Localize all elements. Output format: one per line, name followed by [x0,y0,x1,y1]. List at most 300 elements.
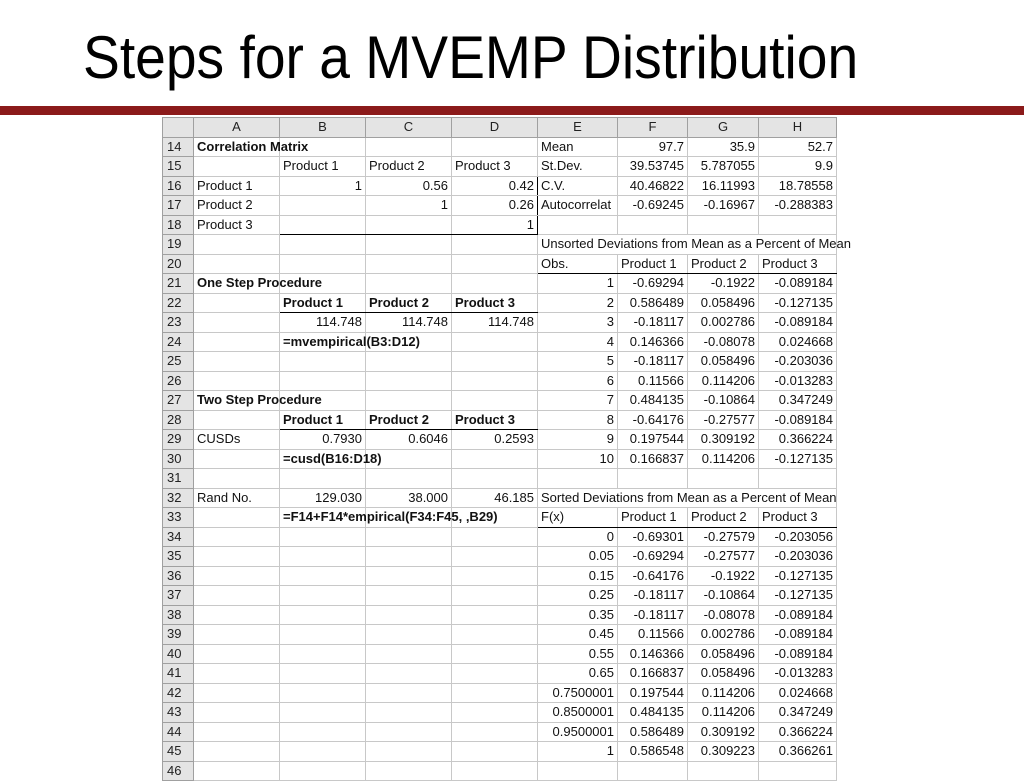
row-header[interactable]: 37 [163,586,194,606]
row-header[interactable]: 42 [163,683,194,703]
sheet-cell[interactable] [194,410,280,430]
sheet-cell[interactable]: -0.013283 [759,664,837,684]
sheet-cell[interactable]: Product 2 [366,293,452,313]
sheet-cell[interactable]: 0.114206 [688,683,759,703]
row-header[interactable]: 36 [163,566,194,586]
sheet-cell[interactable] [452,254,538,274]
sheet-cell[interactable]: =F14+F14*empirical(F34:F45, ,B29) [280,508,366,528]
sheet-cell[interactable]: Product 3 [759,508,837,528]
sheet-cell[interactable] [280,586,366,606]
sheet-cell[interactable] [366,391,452,411]
sheet-cell[interactable] [280,644,366,664]
row-header[interactable]: 18 [163,215,194,235]
sheet-cell[interactable] [280,235,366,255]
sheet-cell[interactable]: 9.9 [759,157,837,177]
sheet-cell[interactable] [280,254,366,274]
row-header[interactable]: 44 [163,722,194,742]
sheet-cell[interactable]: 1 [452,215,538,235]
sheet-cell[interactable]: 114.748 [280,313,366,333]
sheet-cell[interactable]: 2 [538,293,618,313]
row-header[interactable]: 45 [163,742,194,762]
sheet-cell[interactable]: -0.1922 [688,566,759,586]
sheet-cell[interactable]: -0.089184 [759,605,837,625]
sheet-cell[interactable]: Rand No. [194,488,280,508]
row-header[interactable]: 23 [163,313,194,333]
sheet-cell[interactable] [452,547,538,567]
sheet-cell[interactable] [280,722,366,742]
sheet-cell[interactable] [280,761,366,781]
sheet-cell[interactable]: -0.089184 [759,625,837,645]
sheet-cell[interactable] [538,469,618,489]
row-header[interactable]: 16 [163,176,194,196]
row-header[interactable]: 26 [163,371,194,391]
sheet-cell[interactable]: St.Dev. [538,157,618,177]
sheet-cell[interactable] [280,742,366,762]
row-header[interactable]: 17 [163,196,194,216]
sheet-cell[interactable]: -0.089184 [759,313,837,333]
sheet-cell[interactable] [452,274,538,294]
sheet-cell[interactable]: 0.002786 [688,313,759,333]
sheet-cell[interactable] [366,605,452,625]
sheet-cell[interactable]: 46.185 [452,488,538,508]
sheet-cell[interactable]: 16.11993 [688,176,759,196]
sheet-cell[interactable]: 0.197544 [618,683,688,703]
sheet-cell[interactable] [366,469,452,489]
sheet-cell[interactable]: 0.347249 [759,703,837,723]
sheet-cell[interactable]: Two Step Procedure [194,391,280,411]
sheet-cell[interactable] [366,683,452,703]
sheet-cell[interactable] [194,644,280,664]
sheet-cell[interactable]: Correlation Matrix [194,137,280,157]
sheet-cell[interactable] [366,274,452,294]
row-header[interactable]: 41 [163,664,194,684]
sheet-cell[interactable]: 0.058496 [688,644,759,664]
sheet-cell[interactable]: -0.089184 [759,410,837,430]
sheet-cell[interactable] [194,352,280,372]
sheet-cell[interactable] [366,527,452,547]
sheet-cell[interactable] [194,371,280,391]
sheet-cell[interactable]: 0.146366 [618,644,688,664]
sheet-cell[interactable] [366,352,452,372]
sheet-cell[interactable] [194,722,280,742]
row-header[interactable]: 24 [163,332,194,352]
sheet-cell[interactable]: 0.15 [538,566,618,586]
sheet-cell[interactable]: 114.748 [452,313,538,333]
sheet-cell[interactable]: Product 3 [452,293,538,313]
sheet-cell[interactable] [194,527,280,547]
sheet-cell[interactable] [280,527,366,547]
column-header[interactable]: A [194,118,280,138]
sheet-cell[interactable] [194,313,280,333]
row-header[interactable]: 32 [163,488,194,508]
sheet-cell[interactable]: -0.64176 [618,566,688,586]
sheet-cell[interactable]: 0.26 [452,196,538,216]
sheet-cell[interactable]: 0.2593 [452,430,538,450]
sheet-cell[interactable] [194,449,280,469]
sheet-cell[interactable] [452,391,538,411]
sheet-cell[interactable] [366,235,452,255]
sheet-cell[interactable] [194,703,280,723]
sheet-cell[interactable] [452,683,538,703]
row-header[interactable]: 27 [163,391,194,411]
sheet-cell[interactable] [452,137,538,157]
sheet-cell[interactable] [538,215,618,235]
row-header[interactable]: 35 [163,547,194,567]
row-header[interactable]: 30 [163,449,194,469]
sheet-cell[interactable] [452,625,538,645]
sheet-cell[interactable] [280,469,366,489]
row-header[interactable]: 20 [163,254,194,274]
sheet-cell[interactable]: Product 1 [618,254,688,274]
sheet-cell[interactable] [280,683,366,703]
sheet-cell[interactable] [688,469,759,489]
sheet-cell[interactable]: -0.27579 [688,527,759,547]
column-header[interactable]: G [688,118,759,138]
sheet-cell[interactable] [366,761,452,781]
sheet-cell[interactable]: C.V. [538,176,618,196]
sheet-cell[interactable]: 0.25 [538,586,618,606]
sheet-cell[interactable] [194,625,280,645]
sheet-cell[interactable]: 6 [538,371,618,391]
sheet-cell[interactable]: -0.69301 [618,527,688,547]
sheet-cell[interactable]: -0.18117 [618,586,688,606]
sheet-cell[interactable]: Product 3 [452,410,538,430]
sheet-cell[interactable]: 0.347249 [759,391,837,411]
sheet-row [163,196,837,216]
column-header[interactable]: F [618,118,688,138]
sheet-cell[interactable] [194,508,280,528]
sheet-cell[interactable] [618,469,688,489]
sheet-cell[interactable]: 97.7 [618,137,688,157]
sheet-cell[interactable]: 0.35 [538,605,618,625]
sheet-cell[interactable]: One Step Procedure [194,274,280,294]
sheet-cell[interactable] [452,371,538,391]
sheet-cell[interactable]: 1 [366,196,452,216]
sheet-cell[interactable]: -0.27577 [688,410,759,430]
sheet-cell[interactable] [194,761,280,781]
sheet-cell[interactable]: Product 2 [194,196,280,216]
sheet-cell[interactable] [366,254,452,274]
sheet-cell[interactable] [280,215,366,235]
sheet-cell[interactable]: 114.748 [366,313,452,333]
sheet-cell[interactable] [452,449,538,469]
sheet-cell[interactable]: 0.197544 [618,430,688,450]
sheet-cell[interactable]: Product 1 [280,157,366,177]
sheet-cell[interactable] [280,566,366,586]
row-header[interactable]: 28 [163,410,194,430]
sheet-cell[interactable]: 0.309192 [688,430,759,450]
sheet-cell[interactable]: -0.127135 [759,293,837,313]
sheet-cell[interactable]: 0.366224 [759,430,837,450]
sheet-cell[interactable]: 0.024668 [759,332,837,352]
sheet-cell[interactable] [194,683,280,703]
sheet-cell[interactable] [194,664,280,684]
sheet-cell[interactable]: 0.366261 [759,742,837,762]
sheet-cell[interactable]: Product 1 [280,410,366,430]
sheet-cell[interactable]: 9 [538,430,618,450]
sheet-cell[interactable]: 0.309223 [688,742,759,762]
column-header[interactable]: D [452,118,538,138]
column-header[interactable]: C [366,118,452,138]
sheet-cell[interactable] [194,157,280,177]
sheet-cell[interactable] [452,722,538,742]
row-header[interactable]: 14 [163,137,194,157]
sheet-cell[interactable]: 0.55 [538,644,618,664]
sheet-cell[interactable] [452,605,538,625]
sheet-cell[interactable]: -0.08078 [688,332,759,352]
sheet-cell[interactable]: 18.78558 [759,176,837,196]
sheet-cell[interactable]: 0.05 [538,547,618,567]
sheet-cell[interactable] [452,761,538,781]
sheet-cell[interactable] [194,235,280,255]
sheet-cell[interactable] [618,215,688,235]
sheet-cell[interactable]: Product 3 [452,157,538,177]
sheet-cell[interactable]: 0.9500001 [538,722,618,742]
sheet-cell[interactable] [366,547,452,567]
sheet-cell[interactable]: 0.366224 [759,722,837,742]
title-divider [0,106,1024,115]
sheet-cell[interactable] [280,664,366,684]
sheet-cell[interactable]: -0.16967 [688,196,759,216]
sheet-cell[interactable]: F(x) [538,508,618,528]
sheet-cell[interactable]: 1 [538,742,618,762]
sheet-cell[interactable] [452,566,538,586]
sheet-cell[interactable]: Product 3 [759,254,837,274]
column-header[interactable]: H [759,118,837,138]
sheet-cell[interactable]: Mean [538,137,618,157]
sheet-cell[interactable] [688,215,759,235]
sheet-cell[interactable] [194,254,280,274]
row-header[interactable]: 19 [163,235,194,255]
sheet-cell[interactable] [280,547,366,567]
sheet-cell[interactable] [538,761,618,781]
row-header[interactable]: 39 [163,625,194,645]
sheet-cell[interactable]: Product 3 [194,215,280,235]
sheet-cell[interactable] [366,586,452,606]
row-header[interactable]: 40 [163,644,194,664]
sheet-row [163,391,837,411]
row-header[interactable]: 31 [163,469,194,489]
row-header[interactable]: 22 [163,293,194,313]
sheet-cell[interactable]: -0.64176 [618,410,688,430]
sheet-cell[interactable] [366,703,452,723]
sheet-cell[interactable] [280,371,366,391]
sheet-cell[interactable]: 0.56 [366,176,452,196]
sheet-cell[interactable]: -0.69294 [618,547,688,567]
column-header-row [163,118,837,138]
sheet-cell[interactable]: 35.9 [688,137,759,157]
sheet-cell[interactable]: 0.146366 [618,332,688,352]
sheet-cell[interactable]: 0.484135 [618,703,688,723]
sheet-cell[interactable]: 0.7500001 [538,683,618,703]
select-all-corner[interactable] [163,118,194,138]
sheet-cell[interactable]: 0.8500001 [538,703,618,723]
sheet-cell[interactable]: Obs. [538,254,618,274]
sheet-cell[interactable]: 5 [538,352,618,372]
sheet-cell[interactable]: -0.089184 [759,644,837,664]
sheet-cell[interactable] [366,625,452,645]
sheet-cell[interactable]: 0.166837 [618,449,688,469]
sheet-cell[interactable]: 39.53745 [618,157,688,177]
sheet-cell[interactable]: 0.024668 [759,683,837,703]
row-header[interactable]: 25 [163,352,194,372]
sheet-cell[interactable] [194,293,280,313]
sheet-cell[interactable]: 0.058496 [688,293,759,313]
sheet-cell[interactable] [452,332,538,352]
sheet-cell[interactable] [452,527,538,547]
sheet-cell[interactable]: -0.013283 [759,371,837,391]
row-header[interactable]: 15 [163,157,194,177]
sheet-cell[interactable] [366,371,452,391]
sheet-cell[interactable]: 0.114206 [688,449,759,469]
sheet-cell[interactable]: Product 1 [280,293,366,313]
sheet-row [163,176,837,196]
sheet-cell[interactable] [452,469,538,489]
row-header[interactable]: 46 [163,761,194,781]
sheet-cell[interactable] [194,332,280,352]
sheet-cell[interactable]: -0.08078 [688,605,759,625]
sheet-cell[interactable]: 0.6046 [366,430,452,450]
sheet-cell[interactable]: CUSDs [194,430,280,450]
sheet-cell[interactable]: -0.18117 [618,605,688,625]
sheet-cell[interactable]: -0.10864 [688,391,759,411]
sheet-cell[interactable] [280,625,366,645]
sheet-cell[interactable]: 129.030 [280,488,366,508]
row-header[interactable]: 21 [163,274,194,294]
sheet-cell[interactable]: -0.18117 [618,313,688,333]
sheet-cell[interactable]: 0.586489 [618,293,688,313]
sheet-cell[interactable]: Product 2 [366,410,452,430]
sheet-cell[interactable] [194,586,280,606]
sheet-cell[interactable] [452,664,538,684]
sheet-cell[interactable]: -0.10864 [688,586,759,606]
sheet-cell[interactable]: -0.203056 [759,527,837,547]
sheet-cell[interactable]: 4 [538,332,618,352]
sheet-cell[interactable]: 1 [538,274,618,294]
sheet-cell[interactable]: -0.69245 [618,196,688,216]
sheet-cell[interactable]: 0.058496 [688,352,759,372]
sheet-cell[interactable]: -0.127135 [759,449,837,469]
sheet-cell[interactable] [194,469,280,489]
sheet-cell[interactable]: =mvempirical(B3:D12) [280,332,366,352]
sheet-cell[interactable] [280,196,366,216]
sheet-cell[interactable]: 52.7 [759,137,837,157]
sheet-cell[interactable]: Product 2 [366,157,452,177]
sheet-cell[interactable] [366,137,452,157]
sheet-cell[interactable] [366,722,452,742]
sheet-cell[interactable]: 0 [538,527,618,547]
sheet-cell[interactable]: Product 1 [194,176,280,196]
sheet-row [163,157,837,177]
sheet-cell[interactable]: 38.000 [366,488,452,508]
sheet-cell[interactable] [280,352,366,372]
sheet-cell[interactable] [194,566,280,586]
row-header[interactable]: 43 [163,703,194,723]
sheet-cell[interactable] [452,644,538,664]
sheet-cell[interactable] [452,235,538,255]
sheet-cell[interactable] [688,761,759,781]
sheet-cell[interactable]: 0.586548 [618,742,688,762]
sheet-cell[interactable]: 0.114206 [688,703,759,723]
sheet-cell[interactable]: -0.288383 [759,196,837,216]
sheet-cell[interactable] [280,703,366,723]
column-header[interactable]: E [538,118,618,138]
row-header[interactable]: 33 [163,508,194,528]
sheet-cell[interactable]: =cusd(B16:D18) [280,449,366,469]
sheet-cell[interactable]: 0.114206 [688,371,759,391]
sheet-cell[interactable] [452,703,538,723]
sheet-cell[interactable]: -0.089184 [759,274,837,294]
sheet-cell[interactable]: 0.42 [452,176,538,196]
sheet-cell[interactable]: 0.11566 [618,625,688,645]
sheet-cell[interactable]: 0.7930 [280,430,366,450]
sheet-cell[interactable]: 0.65 [538,664,618,684]
sheet-cell[interactable]: 0.484135 [618,391,688,411]
sheet-cell[interactable]: -0.18117 [618,352,688,372]
sheet-cell[interactable]: Product 1 [618,508,688,528]
sheet-cell[interactable]: Sorted Deviations from Mean as a Percent of Mean [538,488,618,508]
sheet-cell[interactable]: Product 2 [688,508,759,528]
sheet-cell[interactable] [759,761,837,781]
sheet-cell[interactable]: 1 [280,176,366,196]
sheet-cell[interactable]: 3 [538,313,618,333]
sheet-cell[interactable] [366,566,452,586]
sheet-cell[interactable]: -0.127135 [759,586,837,606]
sheet-cell[interactable]: 40.46822 [618,176,688,196]
sheet-cell[interactable]: -0.1922 [688,274,759,294]
sheet-cell[interactable] [759,469,837,489]
sheet-cell[interactable] [618,761,688,781]
sheet-cell[interactable]: 0.586489 [618,722,688,742]
sheet-cell[interactable]: -0.203036 [759,352,837,372]
sheet-cell[interactable]: -0.27577 [688,547,759,567]
sheet-cell[interactable]: -0.127135 [759,566,837,586]
sheet-cell[interactable]: 0.45 [538,625,618,645]
sheet-cell[interactable]: -0.203036 [759,547,837,567]
sheet-cell[interactable]: Unsorted Deviations from Mean as a Percent of Mean [538,235,618,255]
column-header[interactable]: B [280,118,366,138]
sheet-cell[interactable] [280,605,366,625]
sheet-cell[interactable]: 0.166837 [618,664,688,684]
sheet-cell[interactable] [452,742,538,762]
sheet-cell[interactable]: -0.69294 [618,274,688,294]
sheet-cell[interactable] [194,547,280,567]
row-header[interactable]: 34 [163,527,194,547]
sheet-cell[interactable]: 10 [538,449,618,469]
sheet-cell[interactable] [366,742,452,762]
sheet-cell[interactable]: 5.787055 [688,157,759,177]
sheet-cell[interactable]: 0.058496 [688,664,759,684]
sheet-cell[interactable]: 7 [538,391,618,411]
sheet-cell[interactable] [452,352,538,372]
sheet-cell[interactable] [366,215,452,235]
sheet-cell[interactable] [194,605,280,625]
sheet-cell[interactable] [759,215,837,235]
slide-title: Steps for a MVEMP Distribution [83,24,859,91]
row-header[interactable]: 38 [163,605,194,625]
sheet-cell[interactable]: 8 [538,410,618,430]
sheet-cell[interactable] [194,742,280,762]
sheet-cell[interactable]: Product 2 [688,254,759,274]
sheet-cell[interactable] [452,586,538,606]
sheet-cell[interactable] [366,644,452,664]
sheet-cell[interactable]: Autocorrelat [538,196,618,216]
sheet-cell[interactable]: 0.11566 [618,371,688,391]
row-header[interactable]: 29 [163,430,194,450]
sheet-cell[interactable]: 0.309192 [688,722,759,742]
sheet-cell[interactable]: 0.002786 [688,625,759,645]
sheet-cell[interactable] [366,664,452,684]
